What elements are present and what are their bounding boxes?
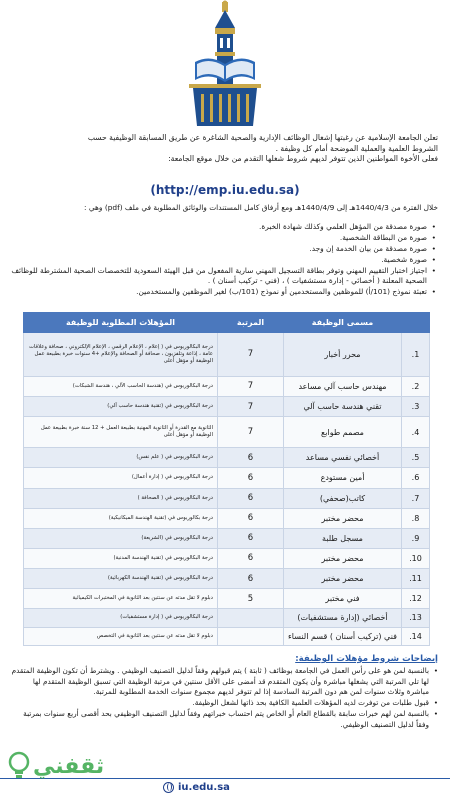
job-grade: 6: [218, 528, 284, 548]
row-number: 7.: [402, 488, 430, 508]
job-title: محضر مختبر: [284, 508, 402, 528]
table-row: [24, 488, 430, 508]
watermark-logo: [8, 742, 108, 790]
row-number: 11.: [402, 569, 430, 589]
job-title: فني مختبر: [284, 589, 402, 609]
row-number: 5.: [402, 448, 430, 468]
job-grade: [218, 627, 284, 645]
list-item: • بالنسبة لمن لهم خبرات سابقة بالقطاع العام أو الخاص يتم احتساب خبراتهم وفقاً لدليل التصنيف الوظيفي بحد أقصى أربع سنوات بمرتبة وفقاً لدليل التصنيف الوظيفي.: [10, 709, 438, 730]
table-row: [24, 333, 430, 377]
job-qualification: درجة البكالوريوس في ( الصحافة ): [24, 488, 218, 508]
row-number: 4.: [402, 417, 430, 448]
notes-heading: إيضاحات شروط مؤهلات الوظيفة:: [295, 654, 438, 664]
table-row: [24, 397, 430, 417]
minaret-book-icon: [175, 0, 275, 128]
row-number: 3.: [402, 397, 430, 417]
job-grade: 7: [218, 376, 284, 396]
job-title: تقني هندسة حاسب آلي: [284, 397, 402, 417]
required-documents-list: [10, 222, 436, 298]
list-item: • قبول طلبات من توفرت لديه المؤهلات العلمية الكافية بحد ذاتها لشغل الوظيفة.: [10, 698, 438, 708]
row-number: 12.: [402, 589, 430, 609]
row-number: 9.: [402, 528, 430, 548]
row-number: 8.: [402, 508, 430, 528]
job-qualification: دبلوم لا تقل مدته عن سنتين بعد الثانوية في التخصص: [24, 627, 218, 645]
table-row: [24, 468, 430, 488]
jobs-table-container: [23, 312, 430, 646]
table-row: [24, 609, 430, 627]
job-title: أخصائي نفسي مساعد: [284, 448, 402, 468]
header-qualifications: المؤهلات المطلوبة للوظيفة: [24, 313, 218, 333]
table-row: [24, 627, 430, 645]
row-number: 10.: [402, 548, 430, 568]
job-qualification: درجة البكالوريوس في ( إدارة مستشفيات): [24, 609, 218, 627]
university-logo: [0, 0, 450, 130]
header-number: [402, 313, 430, 333]
job-qualification: درجة البكالوريوس في (تقنية الهندسة الكهربائية): [24, 569, 218, 589]
table-row: [24, 508, 430, 528]
list-item: • صورة مصدقة من المؤهل العلمي وكذلك شهادة الخبرة.: [10, 222, 436, 232]
list-item: • صورة من البطاقة الشخصية.: [10, 233, 436, 243]
job-grade: 5: [218, 589, 284, 609]
notes-list: [10, 666, 438, 730]
header-grade: المرتبة: [218, 313, 284, 333]
job-title: أخصائي (إدارة مستشفيات): [284, 609, 402, 627]
header-job-title: مسمى الوظيفة: [284, 313, 402, 333]
intro-line-2: الشروط العلمية والعملية الموضحة أمام كل وظيفة .: [275, 143, 438, 153]
list-item: • اجتياز اختبار التقييم المهني وتوفر بطاقة التسجيل المهني سارية المفعول من قبل الهيئة السعودية للتخصصات الصحية المشترطة للوظائف الصحية المعلنة ( أخصائي - إدارة مستشفيات ) ، (فني - تركيب أسنان ) .: [10, 266, 436, 286]
job-qualification: درجة البكالوريوس في (تقنية هندسة حاسب آلي): [24, 397, 218, 417]
list-item: • صورة شخصية.: [10, 255, 436, 265]
job-grade: 7: [218, 397, 284, 417]
list-item: • تعبئة نموذج (101/أ) للموظفين والمستخدمين أو نموذج (101/ب) لغير الموظفين والمستخدمين.: [10, 287, 436, 297]
job-title: محضر مختبر: [284, 548, 402, 568]
row-number: 2.: [402, 376, 430, 396]
job-qualification: درجة البكالوريوس في ( إدارة أعمال): [24, 468, 218, 488]
row-number: 6.: [402, 468, 430, 488]
table-row: [24, 376, 430, 396]
intro-line-1: تعلن الجامعة الإسلامية عن رغبتها إشغال الوظائف الإدارية والصحية الشاغرة عن طريق المسابقة الوظيفية حسب: [87, 133, 438, 142]
list-item: • بالنسبة لمن هو على رأس العمل في الجامعة بوظائف ( ثابتة ) يتم قبولهم وفقاً لدليل التصنيف الوظيفي . ويشترط أن تكون الوظيفة المتقدم لها تلي المرتبة التي يشغلها مباشرة وأن يكون المتقدم قد أمضى على الأقل سنتين في مرتبة الوظيفة التي تسبق الوظيفة المتقدم لها مباشرة وثلاث سنوات لمن هم دون المرتبة السادسة إذا لم تتوفر لديهم مجموع سنوات الخدمة المطلوبة للمرتبة.: [10, 666, 438, 697]
job-title: مصمم طوابع: [284, 417, 402, 448]
job-title: أمين مستودع: [284, 468, 402, 488]
job-grade: 6: [218, 548, 284, 568]
table-row: [24, 448, 430, 468]
footer-site-text: iu.edu.sa: [178, 782, 230, 793]
job-qualification: درجة البكالوريوس في ( إعلام ، الإعلام الرقمي ، الإعلام الإلكتروني ، صحافة وعلاقات عامة ، إذاعة وتلفزيون ، صحافة أو الصحافة والإعلام +4 سنوات خبرة بطبيعة عمل الوظيفة أو مؤهل أعلى: [24, 333, 218, 377]
row-number: 1.: [402, 333, 430, 377]
job-qualification: درجة البكالوريوس في (تقنية الهندسة المدنية): [24, 548, 218, 568]
job-qualification: الثانوية مع القدرة أو الثانوية المهنية بطبيعة العمل + 12 سنة خبرة بطبيعة عمل الوظيفة أو مؤهل أعلى: [24, 417, 218, 448]
jobs-table: [23, 312, 430, 646]
table-header-row: [24, 313, 430, 333]
job-grade: 6: [218, 468, 284, 488]
job-title: محضر مختبر: [284, 569, 402, 589]
job-qualification: درجة البكالوريوس في ( علم نفس): [24, 448, 218, 468]
application-url[interactable]: (http://emp.iu.edu.sa): [150, 183, 300, 197]
job-grade: 7: [218, 333, 284, 377]
qualification-notes: [10, 654, 438, 731]
job-grade: 7: [218, 417, 284, 448]
table-row: [24, 589, 430, 609]
table-row: [24, 417, 430, 448]
job-title: فني (تركيب أسنان ) قسم النساء: [284, 627, 402, 645]
list-item: • صورة مصدقة من بيان الخدمة إن وجد.: [10, 244, 436, 254]
job-title: مهندس حاسب آلي مساعد: [284, 376, 402, 396]
intro-line-3: فعلى الأخوة المواطنين الذين تتوفر لديهم شروط شغلها التقدم من خلال موقع الجامعة:: [168, 154, 438, 163]
table-row: [24, 569, 430, 589]
job-grade: 6: [218, 448, 284, 468]
table-row: [24, 548, 430, 568]
row-number: 14.: [402, 627, 430, 645]
job-title: كاتب(صحفي): [284, 488, 402, 508]
job-qualification: دبلوم لا تقل مدته عن سنتين بعد الثانوية في المختبرات الكيميائية: [24, 589, 218, 609]
job-qualification: درجة البكالوريوس في (الشريعة): [24, 528, 218, 548]
job-title: محرر أخبار: [284, 333, 402, 377]
lightbulb-icon: [8, 751, 30, 781]
job-grade: 6: [218, 488, 284, 508]
footer-website[interactable]: [163, 782, 230, 793]
job-qualification: درجة بكالوريوس في (تقنية الهندسة الميكانيكية): [24, 508, 218, 528]
job-grade: 6: [218, 508, 284, 528]
globe-icon: [163, 782, 174, 793]
job-title: مسجل طلبة: [284, 528, 402, 548]
table-row: [24, 528, 430, 548]
job-grade: 6: [218, 569, 284, 589]
job-grade: [218, 609, 284, 627]
watermark-text: ثقفني: [33, 753, 105, 779]
announcement-intro: [10, 133, 438, 165]
row-number: 13.: [402, 609, 430, 627]
job-qualification: درجة البكالوريوس في (هندسة الحاسب الآلي ، هندسة الشبكات): [24, 376, 218, 396]
application-period: خلال الفترة من 1440/4/3هـ إلى 1440/4/9هـ ومع أرفاق كامل المستندات والوثائق المطلوبة في ملف (pdf) وهي :: [84, 203, 438, 212]
